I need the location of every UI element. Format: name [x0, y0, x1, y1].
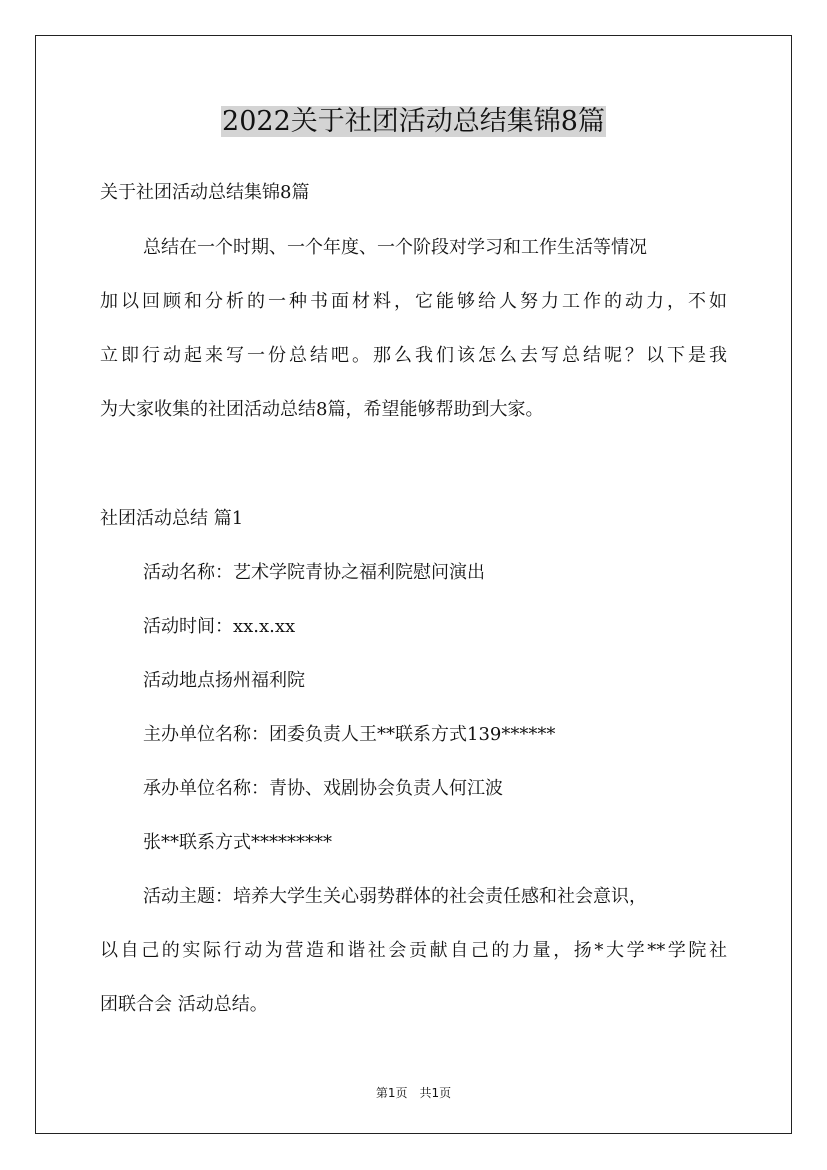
intro-line-1: 总结在一个时期、一个年度、一个阶段对学习和工作生活等情况 [143, 237, 647, 258]
intro-line-2: 加以回顾和分析的一种书面材料，它能够给人努力工作的动力，不如 [100, 291, 727, 312]
theme-line-3: 团联合会 活动总结。 [100, 994, 268, 1015]
intro-line-4: 为大家收集的社团活动总结8篇，希望能够帮助到大家。 [100, 399, 544, 420]
section-heading: 社团活动总结 篇1 [100, 508, 244, 529]
activity-time: 活动时间：xx.x.xx [143, 616, 296, 637]
document-title-text: 2022关于社团活动总结集锦8篇 [222, 106, 605, 137]
activity-name: 活动名称：艺术学院青协之福利院慰问演出 [143, 562, 485, 583]
page-number-total: 共1页 [419, 1086, 452, 1100]
co-organizer: 承办单位名称：青协、戏剧协会负责人何江波 [143, 778, 503, 799]
intro-line-3: 立即行动起来写一份总结吧。那么我们该怎么去写总结呢？以下是我 [100, 345, 727, 366]
document-subtitle: 关于社团活动总结集锦8篇 [100, 182, 310, 203]
theme-line-2: 以自己的实际行动为营造和谐社会贡献自己的力量，扬*大学**学院社 [100, 940, 727, 961]
page-number-current: 第1页 [375, 1086, 408, 1100]
co-organizer-contact: 张**联系方式********* [143, 832, 332, 853]
page-footer [0, 1085, 827, 1101]
organizer: 主办单位名称：团委负责人王**联系方式139****** [143, 724, 556, 745]
theme-line-1: 活动主题：培养大学生关心弱势群体的社会责任感和社会意识， [143, 886, 647, 907]
activity-location: 活动地点扬州福利院 [143, 670, 305, 691]
document-title [0, 103, 827, 141]
